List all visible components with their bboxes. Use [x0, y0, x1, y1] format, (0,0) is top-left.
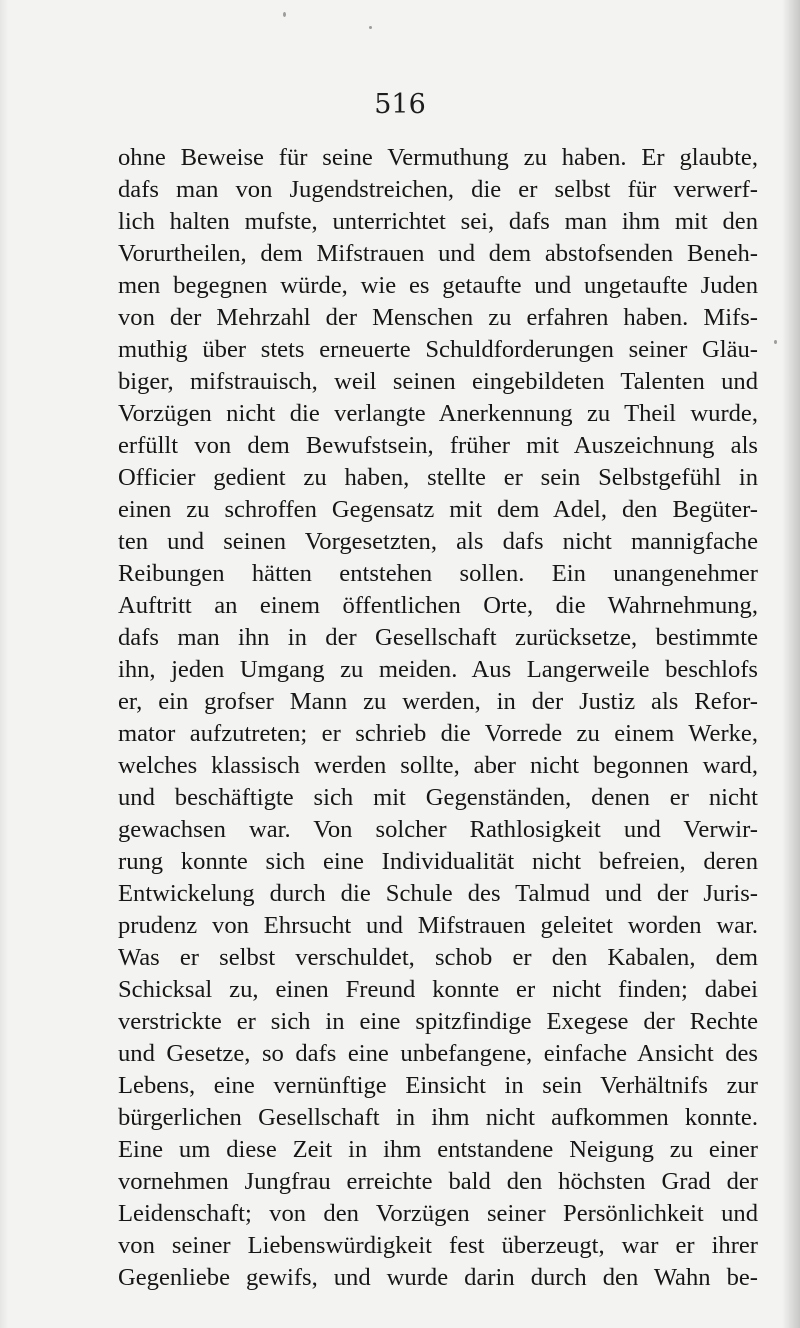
text-line: Gegenliebe gewifs, und wurde darin durch den Wahn be-	[118, 1264, 758, 1291]
text-line: men begegnen würde, wie es getaufte und ungetaufte Juden	[118, 272, 758, 299]
text-line: Entwickelung durch die Schule des Talmud und der Juris-	[118, 880, 758, 907]
text-line: ten und seinen Vorgesetzten, als dafs nicht mannigfache	[118, 528, 758, 555]
text-line: Leidenschaft; von den Vorzügen seiner Persönlichkeit und	[118, 1200, 758, 1227]
text-line: bürgerlichen Gesellschaft in ihm nicht aufkommen konnte.	[118, 1104, 758, 1131]
text-line: erfüllt von dem Bewufstsein, früher mit Auszeichnung als	[118, 432, 758, 459]
text-line: von seiner Liebenswürdigkeit fest überzeugt, war er ihrer	[118, 1232, 758, 1259]
text-line: verstrickte er sich in eine spitzfindige Exegese der Rechte	[118, 1008, 758, 1035]
text-line: Vorurtheilen, dem Mifstrauen und dem abstofsenden Beneh-	[118, 240, 758, 267]
page-edge-shadow-left	[0, 0, 8, 1328]
page-number: 516	[374, 89, 426, 120]
text-line: vornehmen Jungfrau erreichte bald den höchsten Grad der	[118, 1168, 758, 1195]
text-line: biger, mifstrauisch, weil seinen eingebildeten Talenten und	[118, 368, 758, 395]
page-edge-shadow-right	[782, 0, 800, 1328]
text-line: einen zu schroffen Gegensatz mit dem Adel, den Begüter-	[118, 496, 758, 523]
text-line: und beschäftigte sich mit Gegenständen, denen er nicht	[118, 784, 758, 811]
text-line: er, ein grofser Mann zu werden, in der Justiz als Refor-	[118, 688, 758, 715]
text-line: ihn, jeden Umgang zu meiden. Aus Langerweile beschlofs	[118, 656, 758, 683]
text-line: von der Mehrzahl der Menschen zu erfahren haben. Mifs-	[118, 304, 758, 331]
scan-speck	[369, 26, 372, 29]
scan-speck	[774, 340, 777, 344]
text-line: dafs man von Jugendstreichen, die er selbst für verwerf-	[118, 176, 758, 203]
text-line: lich halten mufste, unterrichtet sei, dafs man ihm mit den	[118, 208, 758, 235]
text-line: muthig über stets erneuerte Schuldforderungen seiner Gläu-	[118, 336, 758, 363]
text-line: Officier gedient zu haben, stellte er sein Selbstgefühl in	[118, 464, 758, 491]
text-line: und Gesetze, so dafs eine unbefangene, einfache Ansicht des	[118, 1040, 758, 1067]
text-line: Reibungen hätten entstehen sollen. Ein unangenehmer	[118, 560, 758, 587]
scan-speck	[283, 12, 286, 17]
text-line: Lebens, eine vernünftige Einsicht in sein Verhältnifs zur	[118, 1072, 758, 1099]
text-line: gewachsen war. Von solcher Rathlosigkeit und Verwir-	[118, 816, 758, 843]
text-line: Eine um diese Zeit in ihm entstandene Neigung zu einer	[118, 1136, 758, 1163]
text-line: mator aufzutreten; er schrieb die Vorrede zu einem Werke,	[118, 720, 758, 747]
body-text	[118, 142, 758, 1294]
text-line: welches klassisch werden sollte, aber nicht begonnen ward,	[118, 752, 758, 779]
text-line: rung konnte sich eine Individualität nicht befreien, deren	[118, 848, 758, 875]
text-line: dafs man ihn in der Gesellschaft zurücksetze, bestimmte	[118, 624, 758, 651]
text-line: prudenz von Ehrsucht und Mifstrauen geleitet worden war.	[118, 912, 758, 939]
text-line: ohne Beweise für seine Vermuthung zu haben. Er glaubte,	[118, 144, 758, 171]
text-line: Auftritt an einem öffentlichen Orte, die Wahrnehmung,	[118, 592, 758, 619]
text-line: Was er selbst verschuldet, schob er den Kabalen, dem	[118, 944, 758, 971]
text-line: Vorzügen nicht die verlangte Anerkennung zu Theil wurde,	[118, 400, 758, 427]
text-line: Schicksal zu, einen Freund konnte er nicht finden; dabei	[118, 976, 758, 1003]
